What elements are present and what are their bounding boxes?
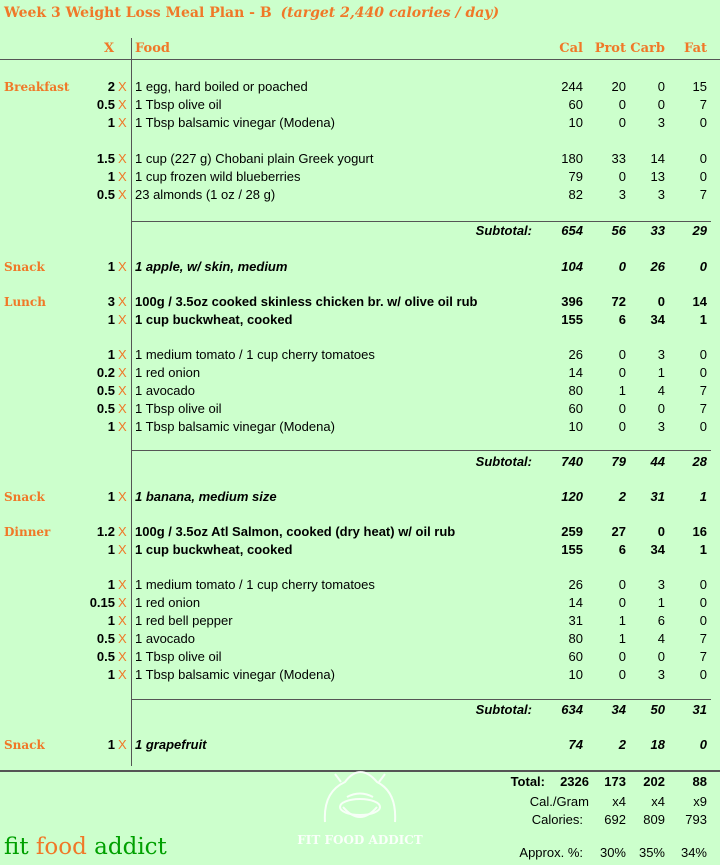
table-row	[0, 488, 720, 506]
quantity-cell: 0.5	[96, 97, 115, 112]
multiply-sign: X	[118, 419, 127, 434]
fat-cell: 7	[699, 187, 707, 202]
quantity-cell: 0.5	[96, 187, 115, 202]
calories-cell: 31	[568, 613, 583, 628]
multiply-sign: X	[118, 187, 127, 202]
multiply-sign: X	[118, 151, 127, 166]
protein-cell: 1	[618, 383, 626, 398]
food-cell: 1 Tbsp balsamic vinegar (Modena)	[135, 667, 335, 682]
quantity-cell: 0.15	[89, 595, 115, 610]
multiply-sign: X	[118, 613, 127, 628]
quantity-cell: 1.2	[96, 524, 115, 539]
header-cal: Cal	[559, 41, 583, 56]
table-row	[0, 382, 720, 400]
fat-cell: 7	[699, 383, 707, 398]
multiply-sign: X	[118, 737, 127, 752]
subtotal-label: Subtotal:	[475, 223, 532, 238]
food-cell: 100g / 3.5oz cooked skinless chicken br. w/ olive oil rub	[135, 294, 478, 309]
table-row	[0, 96, 720, 114]
fat-cell: 16	[692, 524, 707, 539]
quantity-cell: 1	[107, 613, 115, 628]
carb-cell: 4	[657, 383, 665, 398]
calories-cell: 244	[561, 79, 583, 94]
subtotal-label: Subtotal:	[475, 702, 532, 717]
calories-cell: 396	[561, 294, 583, 309]
fat-cell: 28	[692, 454, 707, 469]
carb-cell: 34	[650, 312, 665, 327]
food-cell: 1 Tbsp olive oil	[135, 401, 222, 416]
carb-cell: 0	[657, 97, 665, 112]
calories-cell: 634	[561, 702, 583, 717]
protein-cell: 0	[618, 97, 626, 112]
protein-cell: 0	[618, 667, 626, 682]
calories-cell: 74	[568, 737, 583, 752]
subtotal-row	[0, 701, 720, 719]
fat-cell: 0	[699, 151, 707, 166]
fat-cell: 1	[699, 489, 707, 504]
carb-cell: 33	[650, 223, 665, 238]
protein-cell: 1	[618, 631, 626, 646]
calories-cell: 259	[561, 524, 583, 539]
food-cell: 1 medium tomato / 1 cup cherry tomatoes	[135, 347, 375, 362]
calories-cell: 740	[561, 454, 583, 469]
fat-cell: 7	[699, 401, 707, 416]
protein-cell: 33	[611, 151, 626, 166]
subtotal-row	[0, 222, 720, 240]
carb-cell: 1	[657, 365, 665, 380]
fat-cell: 0	[699, 365, 707, 380]
carb-factor: x4	[651, 794, 665, 809]
meal-label: Breakfast	[4, 80, 70, 94]
protein-cell: 0	[618, 365, 626, 380]
carb-cell: 3	[657, 347, 665, 362]
protein-cell: 56	[611, 223, 626, 238]
table-row	[0, 648, 720, 666]
multiply-sign: X	[118, 97, 127, 112]
food-cell: 1 Tbsp balsamic vinegar (Modena)	[135, 419, 335, 434]
fat-cell: 7	[699, 649, 707, 664]
approx-label: Approx. %:	[519, 845, 583, 860]
carb-cell: 0	[657, 79, 665, 94]
calories-cell: 82	[568, 187, 583, 202]
watermark-logo-icon	[297, 752, 423, 852]
food-cell: 1 banana, medium size	[135, 489, 277, 504]
multiply-sign: X	[118, 401, 127, 416]
fat-cell: 7	[699, 97, 707, 112]
carb-calories: 809	[643, 812, 665, 827]
fat-cell: 0	[699, 613, 707, 628]
quantity-cell: 3	[107, 294, 115, 309]
food-cell: 1 apple, w/ skin, medium	[135, 259, 288, 274]
protein-cell: 0	[618, 595, 626, 610]
multiply-sign: X	[118, 631, 127, 646]
food-cell: 1 grapefruit	[135, 737, 207, 752]
fat-cell: 1	[699, 542, 707, 557]
carb-cell: 50	[650, 702, 665, 717]
meal-label: Snack	[4, 490, 45, 504]
table-row	[0, 258, 720, 276]
protein-cell: 0	[618, 169, 626, 184]
food-cell: 1 red bell pepper	[135, 613, 233, 628]
table-row	[0, 541, 720, 559]
calories-label: Calories:	[531, 812, 583, 827]
protein-cell: 6	[618, 312, 626, 327]
multiply-sign: X	[118, 542, 127, 557]
header-x: X	[104, 41, 115, 56]
fat-cell: 1	[699, 312, 707, 327]
calories-cell: 79	[568, 169, 583, 184]
calories-cell: 10	[568, 667, 583, 682]
protein-cell: 20	[611, 79, 626, 94]
calories-cell: 80	[568, 383, 583, 398]
brand-logo-text: fit food addict	[4, 834, 167, 860]
multiply-sign: X	[118, 115, 127, 130]
table-row	[0, 293, 720, 311]
carb-cell: 0	[657, 294, 665, 309]
quantity-cell: 1	[107, 667, 115, 682]
calories-cell: 14	[568, 595, 583, 610]
multiply-sign: X	[118, 595, 127, 610]
prot-calories: 692	[604, 812, 626, 827]
quantity-cell: 1	[107, 169, 115, 184]
quantity-cell: 1.5	[96, 151, 115, 166]
calories-cell: 155	[561, 312, 583, 327]
subtotal-row	[0, 453, 720, 471]
quantity-cell: 0.5	[96, 383, 115, 398]
header-food: Food	[135, 41, 170, 56]
total-carb: 202	[643, 774, 665, 789]
multiply-sign: X	[118, 79, 127, 94]
fat-cell: 31	[692, 702, 707, 717]
protein-cell: 0	[618, 577, 626, 592]
calories-cell: 10	[568, 115, 583, 130]
quantity-cell: 1	[107, 259, 115, 274]
calories-cell: 180	[561, 151, 583, 166]
protein-cell: 2	[618, 489, 626, 504]
calories-cell: 26	[568, 577, 583, 592]
table-row	[0, 612, 720, 630]
carb-cell: 3	[657, 419, 665, 434]
food-cell: 1 medium tomato / 1 cup cherry tomatoes	[135, 577, 375, 592]
calories-cell: 104	[561, 259, 583, 274]
title-subtitle: (target 2,440 calories / day)	[280, 5, 500, 21]
calories-cell: 60	[568, 401, 583, 416]
food-cell: 1 cup buckwheat, cooked	[135, 312, 293, 327]
multiply-sign: X	[118, 365, 127, 380]
table-row	[0, 186, 720, 204]
fat-cell: 0	[699, 347, 707, 362]
carb-cell: 0	[657, 524, 665, 539]
carb-cell: 14	[650, 151, 665, 166]
calories-cell: 80	[568, 631, 583, 646]
carb-cell: 0	[657, 649, 665, 664]
table-row	[0, 666, 720, 684]
multiply-sign: X	[118, 383, 127, 398]
fat-cell: 0	[699, 667, 707, 682]
header-carb: Carb	[630, 41, 665, 56]
fat-cell: 0	[699, 419, 707, 434]
carb-cell: 44	[650, 454, 665, 469]
table-row	[0, 168, 720, 186]
food-cell: 1 egg, hard boiled or poached	[135, 79, 308, 94]
title-main: Week 3 Weight Loss Meal Plan - B	[4, 5, 272, 21]
total-label: Total:	[510, 774, 545, 789]
fat-cell: 0	[699, 577, 707, 592]
calories-cell: 60	[568, 97, 583, 112]
quantity-cell: 1	[107, 115, 115, 130]
carb-cell: 3	[657, 115, 665, 130]
protein-cell: 34	[611, 702, 626, 717]
multiply-sign: X	[118, 577, 127, 592]
carb-cell: 34	[650, 542, 665, 557]
food-cell: 1 red onion	[135, 595, 201, 610]
carb-cell: 13	[650, 169, 665, 184]
protein-cell: 0	[618, 347, 626, 362]
carb-cell: 0	[657, 401, 665, 416]
carb-cell: 31	[650, 489, 665, 504]
calories-cell: 10	[568, 419, 583, 434]
fat-cell: 29	[692, 223, 707, 238]
quantity-cell: 0.2	[96, 365, 115, 380]
meal-label: Dinner	[4, 525, 51, 539]
fat-factor: x9	[693, 794, 707, 809]
carb-cell: 3	[657, 577, 665, 592]
protein-cell: 0	[618, 419, 626, 434]
protein-cell: 1	[618, 613, 626, 628]
quantity-cell: 1	[107, 542, 115, 557]
protein-cell: 3	[618, 187, 626, 202]
carb-cell: 3	[657, 667, 665, 682]
prot-factor: x4	[612, 794, 626, 809]
total-cal: 2326	[560, 774, 589, 789]
table-row	[0, 418, 720, 436]
protein-cell: 0	[618, 115, 626, 130]
carb-cell: 4	[657, 631, 665, 646]
protein-cell: 0	[618, 401, 626, 416]
quantity-cell: 1	[107, 577, 115, 592]
meal-label: Snack	[4, 260, 45, 274]
meal-label: Snack	[4, 738, 45, 752]
meal-label: Lunch	[4, 295, 46, 309]
fat-calories: 793	[685, 812, 707, 827]
table-row	[0, 523, 720, 541]
carb-cell: 6	[657, 613, 665, 628]
multiply-sign: X	[118, 649, 127, 664]
food-cell: 1 avocado	[135, 631, 195, 646]
multiply-sign: X	[118, 169, 127, 184]
header-prot: Prot	[594, 41, 626, 56]
subtotal-label: Subtotal:	[475, 454, 532, 469]
table-row	[0, 311, 720, 329]
food-cell: 1 cup buckwheat, cooked	[135, 542, 293, 557]
table-row	[0, 594, 720, 612]
table-row	[0, 114, 720, 132]
fat-cell: 0	[699, 169, 707, 184]
calories-cell: 14	[568, 365, 583, 380]
table-row	[0, 364, 720, 382]
table-row	[0, 150, 720, 168]
quantity-cell: 0.5	[96, 649, 115, 664]
calories-cell: 654	[561, 223, 583, 238]
protein-cell: 79	[611, 454, 626, 469]
protein-cell: 0	[618, 259, 626, 274]
table-row	[0, 400, 720, 418]
carb-cell: 26	[650, 259, 665, 274]
table-row	[0, 630, 720, 648]
fat-cell: 0	[699, 595, 707, 610]
multiply-sign: X	[118, 294, 127, 309]
total-prot: 173	[604, 774, 626, 789]
carb-cell: 3	[657, 187, 665, 202]
calgram-label: Cal./Gram	[529, 794, 589, 809]
table-row	[0, 346, 720, 364]
calories-cell: 155	[561, 542, 583, 557]
watermark-text: FIT FOOD ADDICT	[297, 833, 423, 847]
quantity-cell: 1	[107, 737, 115, 752]
fat-cell: 7	[699, 631, 707, 646]
food-cell: 23 almonds (1 oz / 28 g)	[135, 187, 276, 202]
food-cell: 1 Tbsp olive oil	[135, 97, 222, 112]
food-cell: 1 avocado	[135, 383, 195, 398]
fat-cell: 15	[692, 79, 707, 94]
food-cell: 1 Tbsp olive oil	[135, 649, 222, 664]
carb-percent: 35%	[638, 845, 665, 860]
header-fat: Fat	[684, 41, 707, 56]
multiply-sign: X	[118, 667, 127, 682]
fat-cell: 0	[699, 115, 707, 130]
prot-percent: 30%	[599, 845, 626, 860]
quantity-cell: 1	[107, 489, 115, 504]
protein-cell: 72	[611, 294, 626, 309]
multiply-sign: X	[118, 312, 127, 327]
food-cell: 1 Tbsp balsamic vinegar (Modena)	[135, 115, 335, 130]
fat-percent: 34%	[680, 845, 707, 860]
food-cell: 1 cup (227 g) Chobani plain Greek yogurt	[135, 151, 374, 166]
carb-cell: 18	[650, 737, 665, 752]
fat-cell: 0	[699, 737, 707, 752]
multiply-sign: X	[118, 259, 127, 274]
multiply-sign: X	[118, 524, 127, 539]
calories-cell: 26	[568, 347, 583, 362]
protein-cell: 27	[611, 524, 626, 539]
table-row	[0, 78, 720, 96]
fat-cell: 0	[699, 259, 707, 274]
quantity-cell: 1	[107, 347, 115, 362]
carb-cell: 1	[657, 595, 665, 610]
quantity-cell: 0.5	[96, 401, 115, 416]
food-cell: 100g / 3.5oz Atl Salmon, cooked (dry heat) w/ oil rub	[135, 524, 456, 539]
food-cell: 1 cup frozen wild blueberries	[135, 169, 301, 184]
total-fat: 88	[692, 774, 707, 789]
quantity-cell: 2	[107, 79, 115, 94]
quantity-cell: 0.5	[96, 631, 115, 646]
quantity-cell: 1	[107, 312, 115, 327]
quantity-cell: 1	[107, 419, 115, 434]
fat-cell: 14	[692, 294, 707, 309]
calories-cell: 120	[561, 489, 583, 504]
multiply-sign: X	[118, 489, 127, 504]
calories-cell: 60	[568, 649, 583, 664]
multiply-sign: X	[118, 347, 127, 362]
protein-cell: 0	[618, 649, 626, 664]
protein-cell: 2	[618, 737, 626, 752]
food-cell: 1 red onion	[135, 365, 201, 380]
protein-cell: 6	[618, 542, 626, 557]
table-row	[0, 576, 720, 594]
